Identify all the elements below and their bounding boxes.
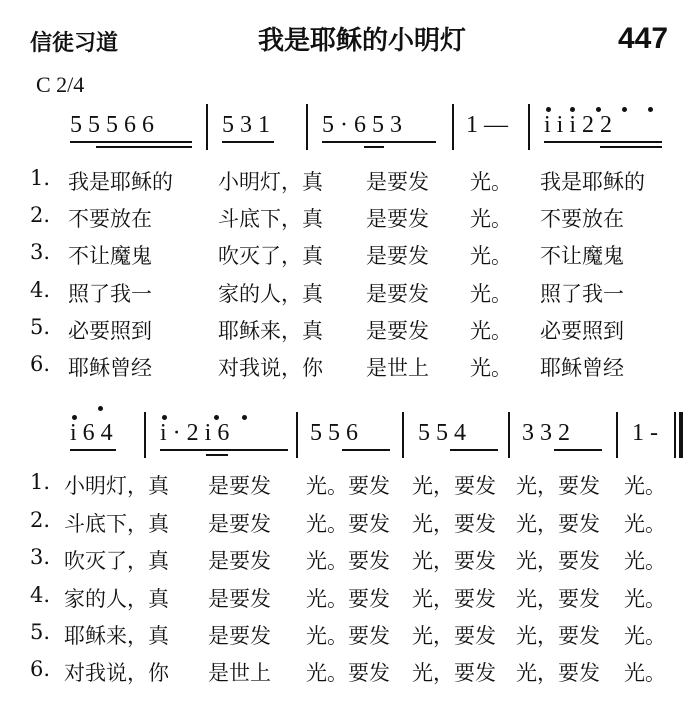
- lyric-segment: 是世上: [366, 356, 429, 380]
- bar-line: [528, 104, 530, 150]
- lyric-segment: 光。要发: [306, 624, 390, 648]
- lyric-segment: 光。要发: [306, 474, 390, 498]
- lyric-segment: 光，要发: [516, 624, 600, 648]
- bar-line: [616, 412, 618, 458]
- verse-number: 3.: [30, 545, 51, 569]
- measure-8: 5 5 6: [310, 420, 358, 446]
- lyric-segment: 光，要发: [412, 474, 496, 498]
- lyric-segment: 光，要发: [516, 661, 600, 685]
- high-octave-dot: [596, 107, 601, 112]
- bar-line: [206, 104, 208, 150]
- lyric-segment: 我是耶稣的: [68, 170, 173, 194]
- underline-beam: [544, 141, 662, 143]
- lyric-segment: 光。: [470, 282, 512, 306]
- lyric-segment: 是世上: [208, 661, 271, 685]
- bar-line: [402, 412, 404, 458]
- verse-number: 5.: [30, 315, 51, 339]
- lyric-segment: 小明灯，真: [64, 474, 169, 498]
- lyric-segment: 光。: [624, 661, 666, 685]
- bar-line: [296, 412, 298, 458]
- lyric-segment: 耶稣曾经: [540, 356, 624, 380]
- lyric-segment: 光。: [624, 624, 666, 648]
- verse-number: 5.: [30, 620, 51, 644]
- verse-number: 1.: [30, 470, 51, 494]
- bar-line: [144, 412, 146, 458]
- lyric-segment: 光，要发: [516, 512, 600, 536]
- bar-line: [306, 104, 308, 150]
- lyric-segment: 光，要发: [412, 549, 496, 573]
- high-octave-dot: [72, 415, 77, 420]
- key-signature: C 2/4: [36, 72, 85, 97]
- final-bar-line: [679, 412, 683, 458]
- lyric-segment: 必要照到: [68, 319, 152, 343]
- verse-number: 2.: [30, 203, 51, 227]
- lyric-segment: 光，要发: [412, 512, 496, 536]
- high-octave-dot: [622, 107, 627, 112]
- final-bar-line: [674, 412, 676, 458]
- hymn-title: 我是耶稣的小明灯: [258, 26, 467, 56]
- lyric-segment: 是要发: [208, 512, 271, 536]
- lyric-segment: 吹灭了，真: [218, 244, 323, 268]
- high-octave-dot: [570, 107, 575, 112]
- lyric-segment: 对我说，你: [218, 356, 323, 380]
- measure-10: 3 3 2: [522, 420, 570, 446]
- lyric-segment: 家的人，真: [64, 587, 169, 611]
- lyric-segment: 是要发: [366, 319, 429, 343]
- underline-beam: [160, 449, 288, 451]
- lyric-segment: 光，要发: [516, 474, 600, 498]
- measure-7: i · 2 i 6: [160, 420, 230, 446]
- lyric-segment: 是要发: [366, 207, 429, 231]
- lyric-segment: 是要发: [208, 474, 271, 498]
- verse-number: 6.: [30, 657, 51, 681]
- lyric-segment: 不让魔鬼: [540, 244, 624, 268]
- lyric-segment: 斗底下，真: [218, 207, 323, 231]
- lyric-segment: 是要发: [208, 549, 271, 573]
- underline-beam: [96, 146, 192, 148]
- high-octave-dot: [546, 107, 551, 112]
- bar-line: [508, 412, 510, 458]
- lyric-segment: 光。要发: [306, 512, 390, 536]
- lyric-segment: 光。: [470, 207, 512, 231]
- high-octave-dot: [648, 107, 653, 112]
- lyric-segment: 是要发: [208, 587, 271, 611]
- underline-beam: [206, 454, 228, 456]
- lyric-segment: 是要发: [366, 170, 429, 194]
- lyric-segment: 光。要发: [306, 587, 390, 611]
- lyric-segment: 是要发: [366, 244, 429, 268]
- lyric-segment: 光，要发: [412, 587, 496, 611]
- underline-beam: [342, 449, 390, 451]
- verse-number: 4.: [30, 278, 51, 302]
- hymn-number: 447: [618, 22, 669, 55]
- lyric-segment: 光。: [470, 170, 512, 194]
- lyric-segment: 耶稣曾经: [68, 356, 152, 380]
- lyric-segment: 光。要发: [306, 661, 390, 685]
- lyric-segment: 吹灭了，真: [64, 549, 169, 573]
- lyric-segment: 必要照到: [540, 319, 624, 343]
- lyric-segment: 光。: [624, 587, 666, 611]
- lyric-segment: 光。: [470, 244, 512, 268]
- verse-number: 3.: [30, 240, 51, 264]
- underline-beam: [600, 146, 662, 148]
- verse-number: 6.: [30, 352, 51, 376]
- underline-beam: [554, 449, 602, 451]
- lyric-segment: 光。要发: [306, 549, 390, 573]
- lyric-segment: 照了我一: [68, 282, 152, 306]
- high-octave-dot: [98, 406, 103, 411]
- measure-2: 5 3 1: [222, 112, 270, 138]
- lyric-segment: 是要发: [208, 624, 271, 648]
- bar-line: [452, 104, 454, 150]
- lyric-segment: 光。: [470, 319, 512, 343]
- high-octave-dot: [214, 415, 219, 420]
- lyric-segment: 是要发: [366, 282, 429, 306]
- lyric-segment: 光，要发: [412, 661, 496, 685]
- lyric-segment: 耶稣来，真: [218, 319, 323, 343]
- verse-number: 4.: [30, 583, 51, 607]
- underline-beam: [70, 141, 192, 143]
- measure-5: i i i 2 2: [544, 112, 613, 138]
- lyric-segment: 光，要发: [516, 587, 600, 611]
- underline-beam: [450, 449, 498, 451]
- high-octave-dot: [242, 415, 247, 420]
- measure-4: 1 —: [466, 112, 508, 138]
- lyric-segment: 耶稣来，真: [64, 624, 169, 648]
- lyric-segment: 光，要发: [412, 624, 496, 648]
- measure-3: 5 · 6 5 3: [322, 112, 402, 138]
- lyric-segment: 对我说，你: [64, 661, 169, 685]
- measure-6: i 6 4: [70, 420, 113, 446]
- lyric-segment: 光，要发: [516, 549, 600, 573]
- hymnal-name: 信徒习道: [30, 31, 119, 56]
- lyric-segment: 光。: [624, 512, 666, 536]
- lyric-segment: 光。: [624, 549, 666, 573]
- lyric-segment: 不要放在: [68, 207, 152, 231]
- lyric-segment: 光。: [624, 474, 666, 498]
- lyric-segment: 照了我一: [540, 282, 624, 306]
- lyric-segment: 不让魔鬼: [68, 244, 152, 268]
- lyric-segment: 我是耶稣的: [540, 170, 645, 194]
- verse-number: 2.: [30, 508, 51, 532]
- lyric-segment: 家的人，真: [218, 282, 323, 306]
- underline-beam: [70, 449, 116, 451]
- lyric-segment: 不要放在: [540, 207, 624, 231]
- lyric-segment: 小明灯，真: [218, 170, 323, 194]
- lyric-segment: 光。: [470, 356, 512, 380]
- underline-beam: [322, 141, 436, 143]
- measure-9: 5 5 4: [418, 420, 466, 446]
- lyric-segment: 斗底下，真: [64, 512, 169, 536]
- underline-beam: [364, 146, 384, 148]
- verse-number: 1.: [30, 166, 51, 190]
- measure-1: 5 5 5 6 6: [70, 112, 154, 138]
- underline-beam: [222, 141, 274, 143]
- measure-11: 1 -: [632, 420, 658, 446]
- high-octave-dot: [162, 415, 167, 420]
